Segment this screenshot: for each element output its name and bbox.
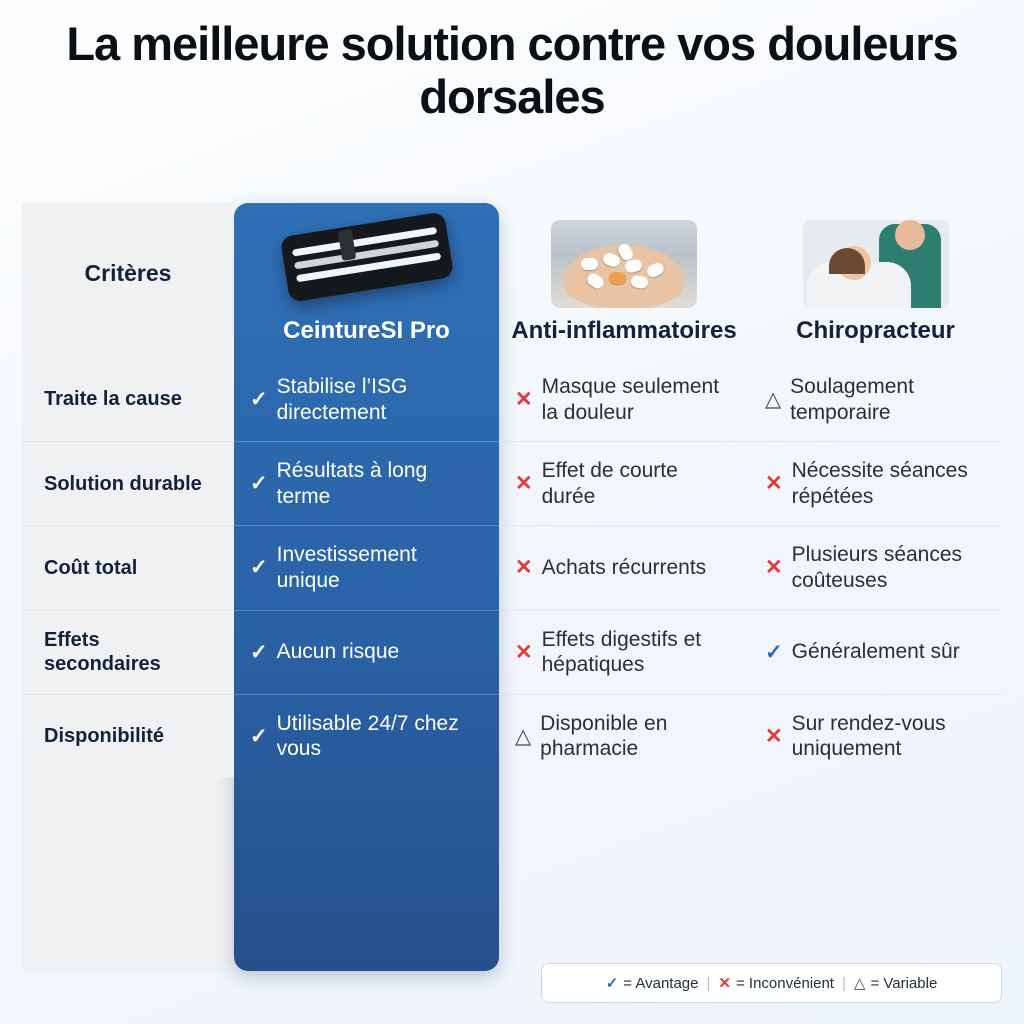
- check-icon: ✓: [250, 556, 268, 580]
- check-icon: ✓: [250, 388, 268, 412]
- cell-text: Aucun risque: [276, 640, 400, 664]
- table-cell: [749, 358, 1002, 442]
- table-cell: [499, 695, 749, 778]
- header-criteres: Critères: [22, 203, 234, 358]
- header-anti-inflammatoires: Anti-inflammatoires: [499, 203, 749, 358]
- cell-text: Soulagement temporaire: [790, 375, 914, 424]
- triangle-icon: △: [765, 388, 782, 412]
- check-icon: ✓: [605, 975, 619, 992]
- cross-icon: ✕: [765, 556, 783, 580]
- legend-variable: [854, 974, 937, 992]
- cell-text: Effet de courte durée: [541, 459, 678, 508]
- legend-separator: |: [706, 974, 711, 992]
- header-chiropracteur: Chiropracteur: [749, 203, 1002, 358]
- cell-text: Généralement sûr: [791, 640, 960, 664]
- legend-variable-label: = Variable: [870, 974, 938, 992]
- cell-text: Achats récurrents: [541, 556, 707, 580]
- table-cell: [234, 611, 499, 695]
- cell-text: Résultats à long terme: [276, 459, 428, 508]
- cell-text: Nécessite séances répétées: [791, 459, 968, 508]
- check-icon: ✓: [250, 472, 268, 496]
- cell-text: Stabilise l’ISG directement: [276, 375, 408, 424]
- legend: [541, 963, 1002, 1003]
- cross-icon: ✕: [765, 472, 783, 496]
- legend-drawback-label: = Inconvénient: [735, 974, 834, 992]
- cell-text: Investissement unique: [276, 543, 417, 593]
- table-cell: [749, 695, 1002, 778]
- cross-icon: ✕: [515, 640, 533, 664]
- table-cell: [749, 526, 1002, 610]
- check-icon: ✓: [765, 640, 783, 664]
- table-cell: [499, 358, 749, 442]
- cross-icon: ✕: [515, 388, 533, 412]
- table-cell: [234, 358, 499, 442]
- table-cell: [499, 611, 749, 695]
- legend-separator: |: [841, 974, 846, 992]
- table-cell: [499, 526, 749, 610]
- row-label: Coût total: [22, 526, 234, 610]
- belt-photo: [262, 210, 472, 314]
- cell-text: Plusieurs séances coûteuses: [791, 543, 963, 593]
- check-icon: ✓: [250, 724, 268, 748]
- triangle-icon: △: [515, 724, 532, 748]
- row-label: Disponibilité: [22, 695, 234, 778]
- table-cell: [749, 611, 1002, 695]
- cell-text: Sur rendez-vous uniquement: [791, 711, 946, 761]
- check-icon: ✓: [250, 640, 268, 664]
- comparison-table: [22, 203, 1002, 778]
- pills-photo: [551, 220, 697, 308]
- cross-icon: ✕: [515, 472, 533, 496]
- cell-text: Effets digestifs et hépatiques: [541, 627, 702, 677]
- cross-icon: ✕: [515, 556, 533, 580]
- header-ceinture: CeintureSI Pro: [234, 203, 499, 358]
- row-label: Effets secondaires: [22, 611, 234, 695]
- cell-text: Masque seulement la douleur: [541, 375, 720, 424]
- cross-icon: ✕: [718, 975, 731, 992]
- table-cell: [749, 442, 1002, 526]
- chiropractor-photo: [803, 220, 949, 308]
- cell-text: Disponible en pharmacie: [540, 711, 668, 761]
- legend-advantage-label: = Avantage: [623, 974, 699, 992]
- table-cell: [499, 442, 749, 526]
- cross-icon: ✕: [765, 724, 783, 748]
- legend-drawback: [718, 974, 834, 992]
- table-cell: [234, 442, 499, 526]
- cell-text: Utilisable 24/7 chez vous: [276, 711, 459, 761]
- table-cell: [234, 695, 499, 778]
- legend-advantage: [606, 974, 699, 992]
- row-label: Traite la cause: [22, 358, 234, 442]
- triangle-icon: △: [853, 975, 866, 992]
- page-title: La meilleure solution contre vos douleurs dorsales: [66, 17, 958, 123]
- row-label: Solution durable: [22, 442, 234, 526]
- table-cell: [234, 526, 499, 610]
